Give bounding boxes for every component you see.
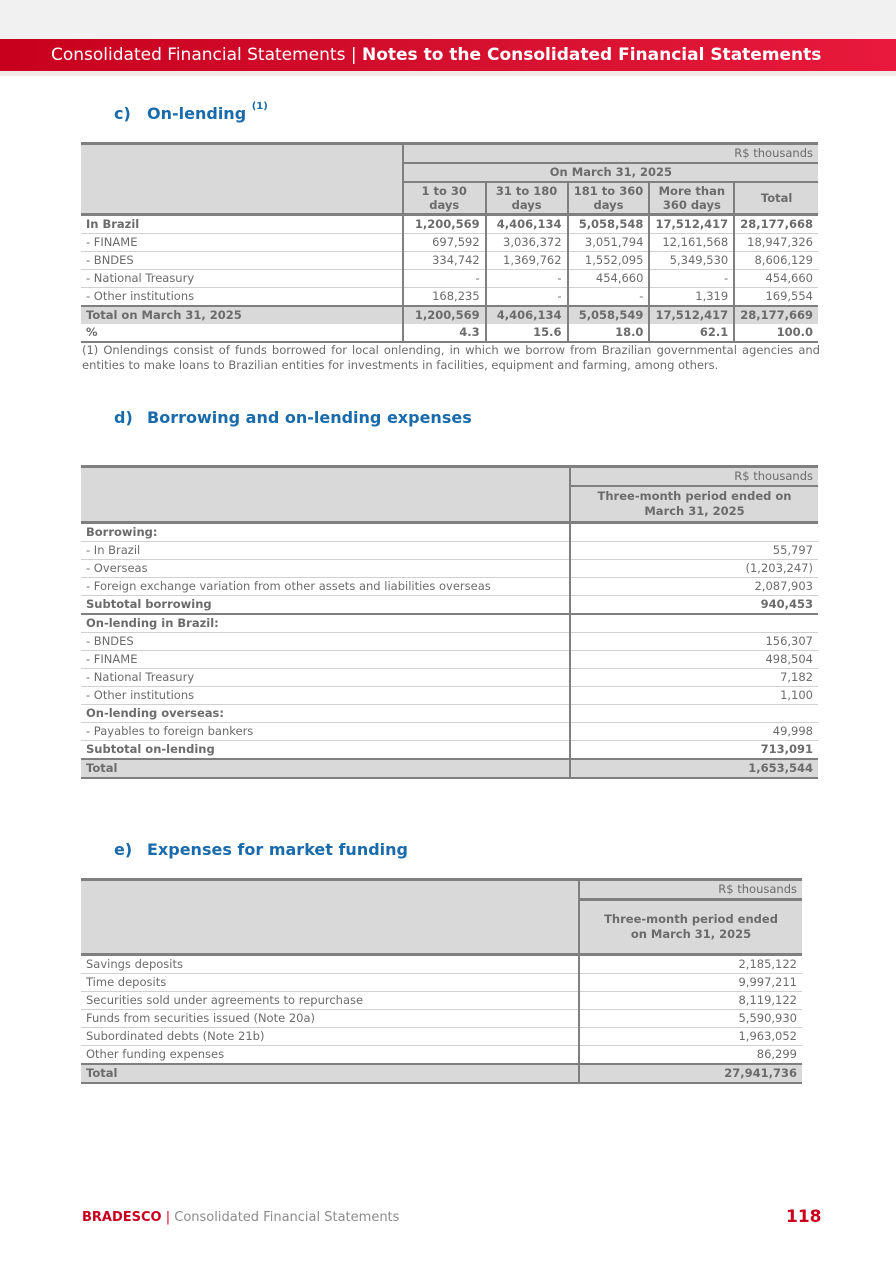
cell: 28,177,669 xyxy=(734,306,818,324)
row-label: Borrowing: xyxy=(81,523,570,542)
on-lending-table xyxy=(81,142,818,343)
table-row xyxy=(81,523,818,542)
cell: 8,119,122 xyxy=(579,992,802,1010)
percent-row xyxy=(81,324,818,342)
total-row xyxy=(81,306,818,324)
section-e-title: Expenses for market funding xyxy=(147,840,408,859)
period-label: On March 31, 2025 xyxy=(403,163,818,182)
cell: 18.0 xyxy=(568,324,650,342)
period-label: Three-month period ended on March 31, 2025 xyxy=(570,486,818,523)
cell: 454,660 xyxy=(568,270,650,288)
row-label: Other funding expenses xyxy=(81,1046,579,1065)
cell: 17,512,417 xyxy=(649,306,734,324)
col-header-181-360: 181 to 360 days xyxy=(568,182,650,215)
row-label: Subtotal borrowing xyxy=(81,596,570,615)
row-label: Total on March 31, 2025 xyxy=(81,306,403,324)
cell: 1,200,569 xyxy=(403,215,486,234)
cell: - xyxy=(649,270,734,288)
cell: 5,590,930 xyxy=(579,1010,802,1028)
table-row xyxy=(81,992,802,1010)
section-c-letter: c) xyxy=(114,104,131,123)
header-banner xyxy=(0,39,896,71)
table-row xyxy=(81,723,818,741)
col-header-1-30: 1 to 30 days xyxy=(403,182,486,215)
cell: 18,947,326 xyxy=(734,234,818,252)
cell: 2,087,903 xyxy=(570,578,818,596)
row-label: Securities sold under agreements to repurchase xyxy=(81,992,579,1010)
cell: 100.0 xyxy=(734,324,818,342)
footer-separator: | xyxy=(161,1210,175,1225)
table-row xyxy=(81,669,818,687)
table-row xyxy=(81,651,818,669)
section-e-letter: e) xyxy=(114,840,133,859)
cell: 1,369,762 xyxy=(486,252,568,270)
row-label: Subtotal on-lending xyxy=(81,741,570,760)
cell: - xyxy=(568,288,650,307)
cell: 55,797 xyxy=(570,542,818,560)
header-title-bold: Notes to the Consolidated Financial Statements xyxy=(361,45,822,65)
table-row xyxy=(81,1010,802,1028)
table-row xyxy=(81,633,818,651)
cell: 1,963,052 xyxy=(579,1028,802,1046)
cell xyxy=(570,523,818,542)
row-label: - Overseas xyxy=(81,560,570,578)
row-label: - FINAME xyxy=(81,651,570,669)
section-d-letter: d) xyxy=(114,408,133,427)
cell: - xyxy=(486,270,568,288)
period-label: Three-month period ended on March 31, 2025 xyxy=(579,900,802,955)
cell: 62.1 xyxy=(649,324,734,342)
cell xyxy=(570,705,818,723)
cell: - xyxy=(403,270,486,288)
cell: 334,742 xyxy=(403,252,486,270)
row-label: Total xyxy=(81,1064,579,1083)
col-header-total: Total xyxy=(734,182,818,215)
unit-label: R$ thousands xyxy=(579,880,802,900)
cell: 5,058,549 xyxy=(568,306,650,324)
cell: - xyxy=(486,288,568,307)
cell: 454,660 xyxy=(734,270,818,288)
cell: 168,235 xyxy=(403,288,486,307)
row-label: - BNDES xyxy=(81,633,570,651)
row-label: On-lending overseas: xyxy=(81,705,570,723)
cell: 86,299 xyxy=(579,1046,802,1065)
footer-text: Consolidated Financial Statements xyxy=(174,1210,400,1225)
page-footer xyxy=(82,1210,399,1225)
subtotal-row xyxy=(81,741,818,760)
col-header-31-180: 31 to 180 days xyxy=(486,182,568,215)
row-label: In Brazil xyxy=(81,215,403,234)
cell: 27,941,736 xyxy=(579,1064,802,1083)
cell xyxy=(570,614,818,633)
row-label: - In Brazil xyxy=(81,542,570,560)
section-e-heading xyxy=(114,840,408,859)
row-label: Subordinated debts (Note 21b) xyxy=(81,1028,579,1046)
table-row xyxy=(81,1046,802,1065)
cell: 4.3 xyxy=(403,324,486,342)
table-row xyxy=(81,215,818,234)
section-c-footnote-ref: (1) xyxy=(251,101,268,112)
row-label: - Payables to foreign bankers xyxy=(81,723,570,741)
table-row xyxy=(81,974,802,992)
table-row xyxy=(81,578,818,596)
table-row xyxy=(81,234,818,252)
header-blank xyxy=(81,467,570,523)
header-title-regular: Consolidated Financial Statements | xyxy=(51,45,362,65)
total-row xyxy=(81,1064,802,1083)
cell: 7,182 xyxy=(570,669,818,687)
on-lending-footnote: (1) Onlendings consist of funds borrowed for local onlending, in which we borrow from Brazilian governmental agencies and entities to make loans to Brazilian entities for investments in facilities, equipment and farming, among others. xyxy=(82,343,820,372)
table-row xyxy=(81,270,818,288)
table-row xyxy=(81,614,818,633)
section-d-title: Borrowing and on-lending expenses xyxy=(147,408,472,427)
cell: 1,552,095 xyxy=(568,252,650,270)
cell: 1,653,544 xyxy=(570,759,818,778)
row-label: - FINAME xyxy=(81,234,403,252)
cell: 9,997,211 xyxy=(579,974,802,992)
table-row xyxy=(81,705,818,723)
row-label: Total xyxy=(81,759,570,778)
table-row xyxy=(81,687,818,705)
section-c-title: On-lending xyxy=(147,104,247,123)
borrowing-expenses-table xyxy=(81,465,818,779)
row-label: - Other institutions xyxy=(81,288,403,307)
cell: 5,349,530 xyxy=(649,252,734,270)
row-label: Funds from securities issued (Note 20a) xyxy=(81,1010,579,1028)
table-row xyxy=(81,288,818,307)
cell: 4,406,134 xyxy=(486,215,568,234)
cell: 3,036,372 xyxy=(486,234,568,252)
header-blank xyxy=(81,144,403,215)
cell: 498,504 xyxy=(570,651,818,669)
cell: 1,319 xyxy=(649,288,734,307)
page-top-strip xyxy=(0,0,896,39)
row-label: % xyxy=(81,324,403,342)
cell: 17,512,417 xyxy=(649,215,734,234)
cell: 49,998 xyxy=(570,723,818,741)
cell: 5,058,548 xyxy=(568,215,650,234)
row-label: On-lending in Brazil: xyxy=(81,614,570,633)
table-row xyxy=(81,542,818,560)
cell: 156,307 xyxy=(570,633,818,651)
section-c-heading xyxy=(114,101,268,123)
row-label: Time deposits xyxy=(81,974,579,992)
cell: 169,554 xyxy=(734,288,818,307)
table-row xyxy=(81,560,818,578)
row-label: - Other institutions xyxy=(81,687,570,705)
table-row xyxy=(81,252,818,270)
cell: 1,200,569 xyxy=(403,306,486,324)
unit-label: R$ thousands xyxy=(403,144,818,164)
row-label: - BNDES xyxy=(81,252,403,270)
row-label: - Foreign exchange variation from other assets and liabilities overseas xyxy=(81,578,570,596)
cell: (1,203,247) xyxy=(570,560,818,578)
cell: 4,406,134 xyxy=(486,306,568,324)
cell: 1,100 xyxy=(570,687,818,705)
table-row xyxy=(81,955,802,974)
cell: 28,177,668 xyxy=(734,215,818,234)
cell: 940,453 xyxy=(570,596,818,615)
cell: 713,091 xyxy=(570,741,818,760)
market-funding-table xyxy=(81,878,802,1084)
banner-shadow xyxy=(0,71,896,76)
header-blank xyxy=(81,880,579,955)
total-row xyxy=(81,759,818,778)
cell: 12,161,568 xyxy=(649,234,734,252)
cell: 3,051,794 xyxy=(568,234,650,252)
row-label: - National Treasury xyxy=(81,669,570,687)
table-row xyxy=(81,1028,802,1046)
col-header-360-plus: More than 360 days xyxy=(649,182,734,215)
section-d-heading xyxy=(114,408,472,427)
row-label: Savings deposits xyxy=(81,955,579,974)
page-number: 118 xyxy=(786,1207,822,1227)
row-label: - National Treasury xyxy=(81,270,403,288)
subtotal-row xyxy=(81,596,818,615)
unit-label: R$ thousands xyxy=(570,467,818,487)
cell: 8,606,129 xyxy=(734,252,818,270)
footer-brand: BRADESCO xyxy=(82,1210,162,1225)
cell: 15.6 xyxy=(486,324,568,342)
cell: 697,592 xyxy=(403,234,486,252)
cell: 2,185,122 xyxy=(579,955,802,974)
